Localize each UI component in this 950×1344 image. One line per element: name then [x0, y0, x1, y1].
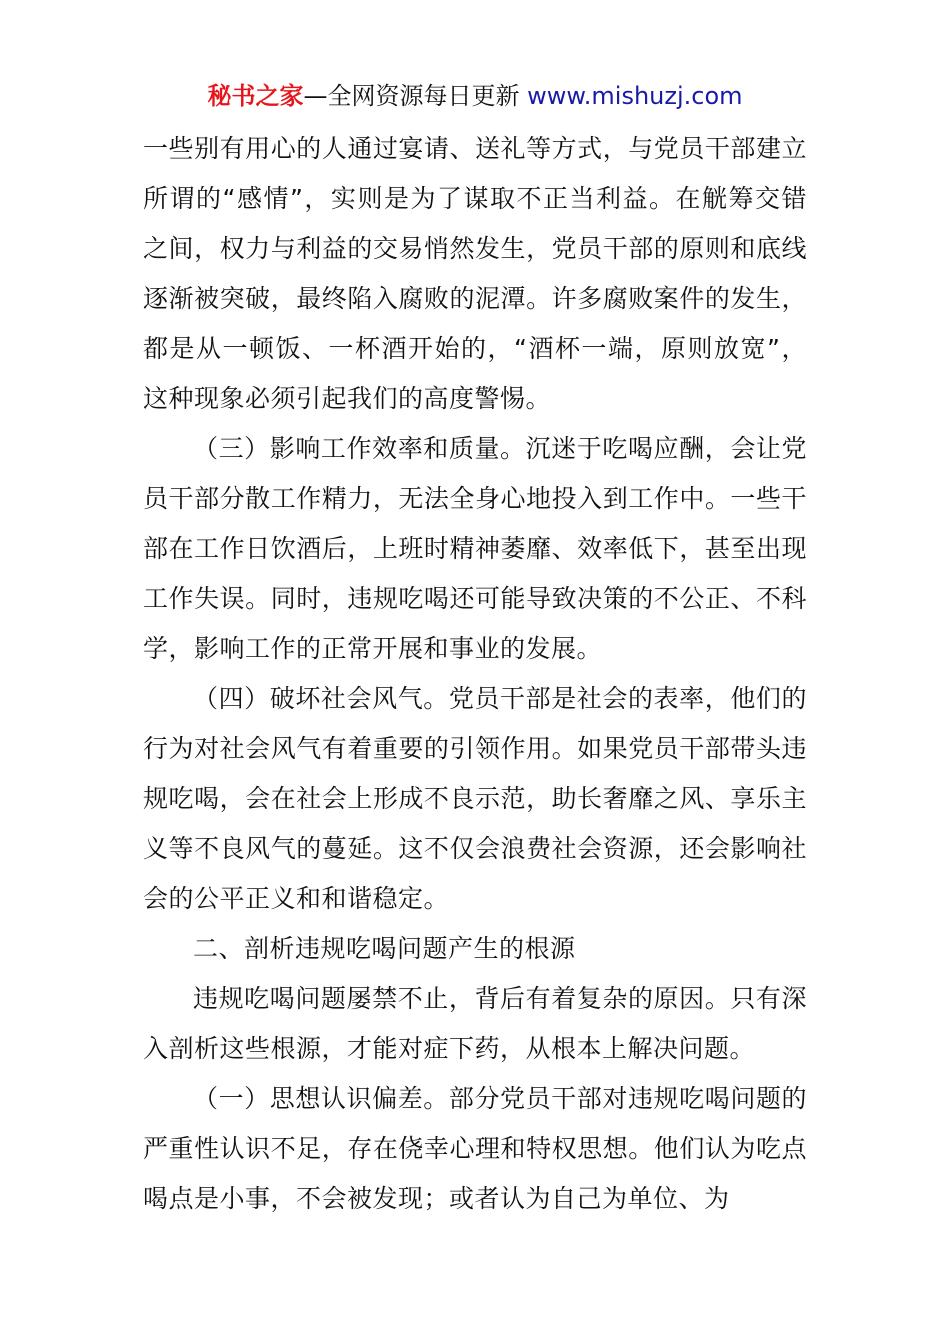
paragraph-section-three: （三）影响工作效率和质量。沉迷于吃喝应酬，会让党员干部分散工作精力，无法全身心地投入到工作中。一些干部在工作日饮酒后，上班时精神萎靡、效率低下，甚至出现工作失误。同时，违规吃喝还可能导致决策的不公正、不科学，影响工作的正常开展和事业的发展。 — [143, 434, 807, 663]
paragraph-cause-one: （一）思想认识偏差。部分党员干部对违规吃喝问题的严重性认识不足，存在侥幸心理和特权思想。他们认为吃点喝点是小事，不会被发现；或者认为自己为单位、为 — [143, 1084, 807, 1213]
paragraph-section-four: （四）破坏社会风气。党员干部是社会的表率，他们的行为对社会风气有着重要的引领作用。如果党员干部带头违规吃喝，会在社会上形成不良示范，助长奢靡之风、享乐主义等不良风气的蔓延。这不仅会浪费社会资源，还会影响社会的公平正义和和谐稳定。 — [143, 684, 807, 913]
document-body — [143, 124, 807, 1224]
paragraph-continuation: 一些别有用心的人通过宴请、送礼等方式，与党员干部建立所谓的“感情”，实则是为了谋取不正当利益。在觥筹交错之间，权力与利益的交易悄然发生，党员干部的原则和底线逐渐被突破，最终陷入腐败的泥潭。许多腐败案件的发生，都是从一顿饭、一杯酒开始的，“酒杯一端，原则放宽”，这种现象必须引起我们的高度警惕。 — [143, 134, 807, 413]
paragraph-intro-causes: 违规吃喝问题屡禁不止，背后有着复杂的原因。只有深入剖析这些根源，才能对症下药，从根本上解决问题。 — [143, 984, 807, 1063]
site-url-link[interactable]: www.mishuzj.com — [527, 82, 743, 110]
site-tagline: —全网资源每日更新 — [303, 82, 528, 110]
site-brand: 秘书之家 — [207, 82, 304, 110]
site-header — [0, 80, 950, 112]
section-heading-two: 二、剖析违规吃喝问题产生的根源 — [193, 934, 576, 963]
